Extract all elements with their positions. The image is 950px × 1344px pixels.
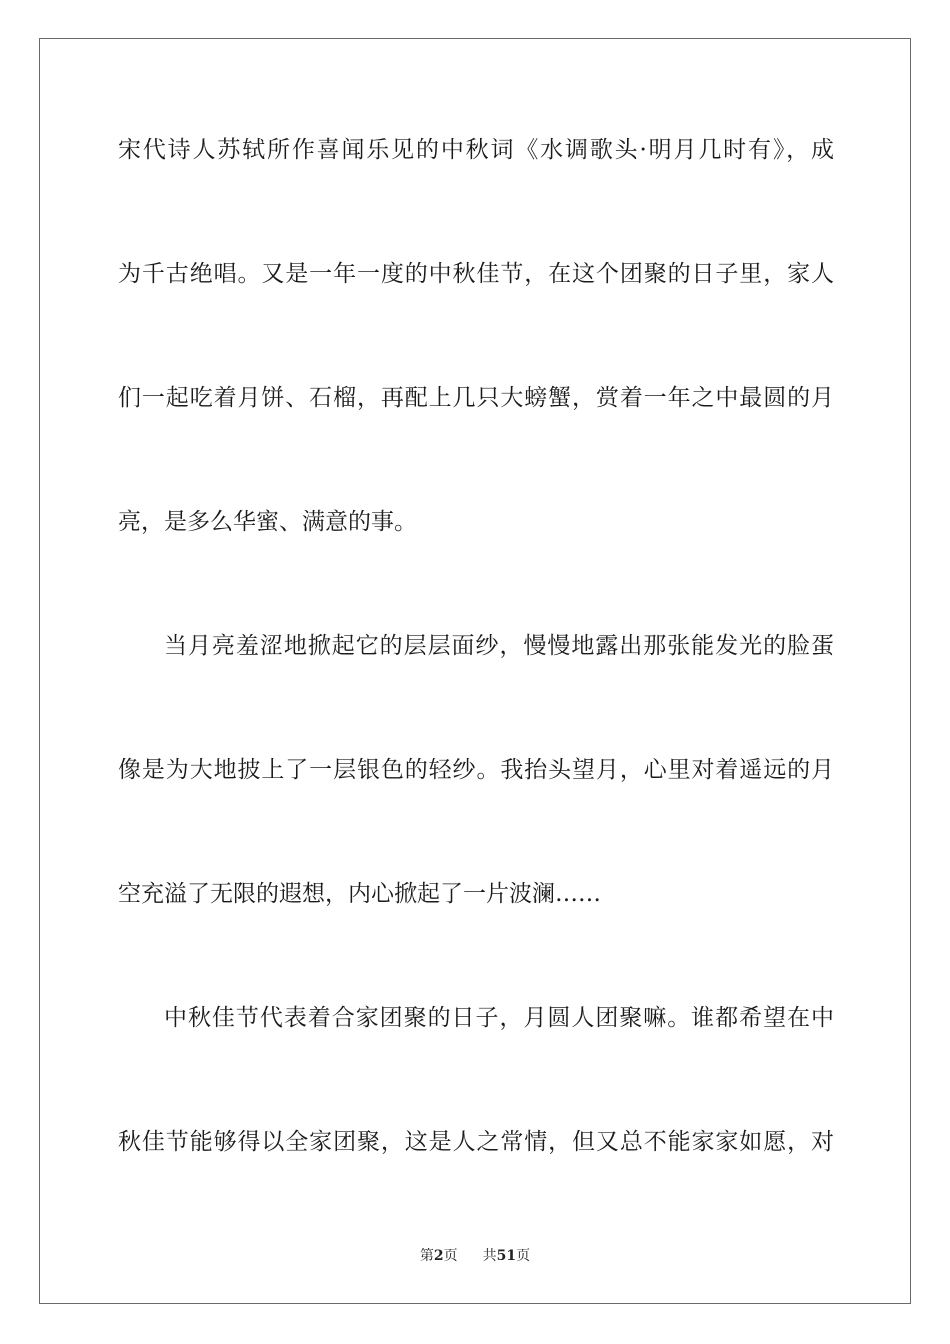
text-line: 当月亮羞涩地掀起它的层层面纱，慢慢地露出那张能发光的脸蛋 [164,633,834,659]
total-label-prefix: 共 [482,1248,497,1264]
text-line: 中秋佳节代表着合家团聚的日子，月圆人团聚嘛。谁都希望在中 [164,1005,834,1031]
page-number: 2 [433,1248,444,1264]
total-pages: 51 [496,1248,517,1264]
total-label-suffix: 页 [516,1248,531,1264]
text-line: 宋代诗人苏轼所作喜闻乐见的中秋词《水调歌头·明月几时有》，成 [118,137,834,163]
text-line: 空充溢了无限的遐想，内心掀起了一片波澜…… [118,881,601,907]
page-label-prefix: 第 [419,1248,434,1264]
page-footer [0,1246,950,1266]
text-line: 亮，是多么华蜜、满意的事。 [118,509,417,535]
page-border [39,38,911,1304]
text-line: 们一起吃着月饼、石榴，再配上几只大螃蟹，赏着一年之中最圆的月 [118,385,834,411]
page-label-suffix: 页 [443,1248,458,1264]
text-line: 像是为大地披上了一层银色的轻纱。我抬头望月，心里对着遥远的月 [118,757,834,783]
text-line: 为千古绝唱。又是一年一度的中秋佳节，在这个团聚的日子里，家人 [118,261,834,287]
text-line: 秋佳节能够得以全家团聚，这是人之常情，但又总不能家家如愿，对 [118,1129,834,1155]
